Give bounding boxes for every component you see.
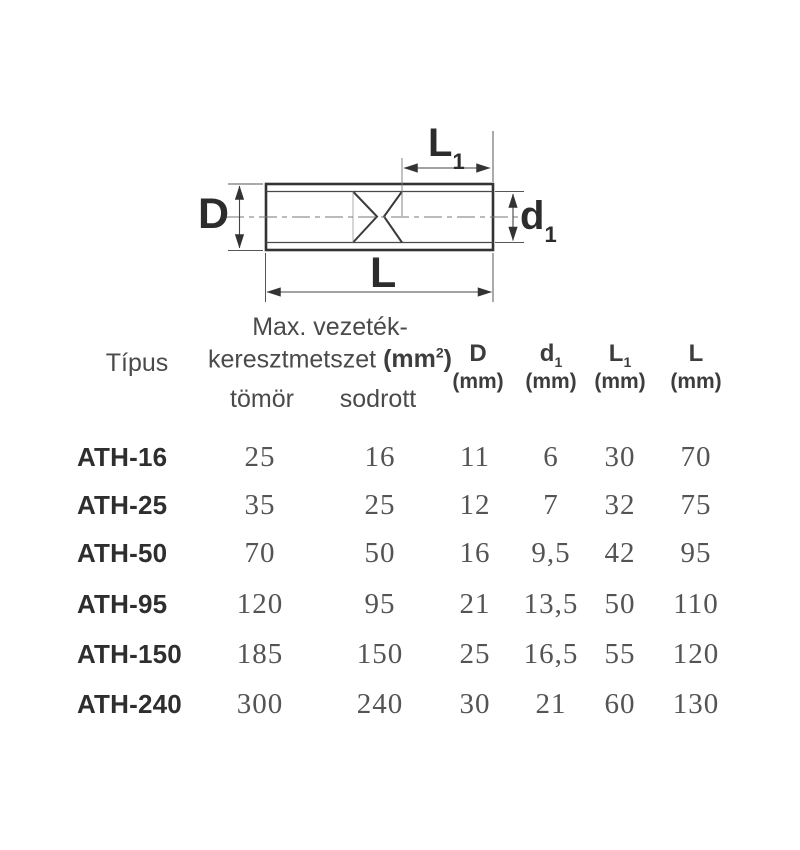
label-d1: d1 xyxy=(520,194,557,247)
cell-L: 120 xyxy=(672,638,720,670)
table-row xyxy=(60,489,734,522)
table-row xyxy=(60,688,734,721)
cell-d1: 6 xyxy=(543,441,559,473)
cell-sodrott: 16 xyxy=(364,441,396,473)
header-cross-section-line1: Max. vezeték- xyxy=(252,313,408,341)
table-row xyxy=(60,588,734,621)
cell-L: 70 xyxy=(680,441,712,473)
label-L: L xyxy=(370,249,397,297)
header-col-D: D (mm) xyxy=(452,340,504,393)
header-sodrott: sodrott xyxy=(339,385,417,413)
cell-tomor: 70 xyxy=(244,537,276,569)
cell-D: 30 xyxy=(459,688,491,720)
tube-body xyxy=(226,184,520,250)
cell-D: 16 xyxy=(459,537,491,569)
cell-sodrott: 240 xyxy=(356,688,404,720)
cell-d1: 21 xyxy=(535,688,567,720)
cell-type: ATH-50 xyxy=(77,538,168,568)
cell-sodrott: 50 xyxy=(364,537,396,569)
header-tomor: tömör xyxy=(230,385,294,413)
cell-sodrott: 95 xyxy=(364,588,396,620)
table-row xyxy=(60,638,734,671)
cell-d1: 7 xyxy=(543,489,559,521)
cell-L: 95 xyxy=(680,537,712,569)
label-D: D xyxy=(198,190,230,238)
cell-d1: 13,5 xyxy=(523,588,579,620)
cell-tomor: 120 xyxy=(236,588,284,620)
cell-tomor: 35 xyxy=(244,489,276,521)
cell-D: 12 xyxy=(459,489,491,521)
connector-drawing xyxy=(0,0,800,320)
cell-type: ATH-240 xyxy=(77,689,182,719)
cell-L1: 42 xyxy=(604,537,636,569)
cell-type: ATH-16 xyxy=(77,442,168,472)
table-row xyxy=(60,441,734,474)
cell-L1: 50 xyxy=(604,588,636,620)
header-tipus: Típus xyxy=(105,349,169,377)
cell-L: 75 xyxy=(680,489,712,521)
cell-d1: 16,5 xyxy=(523,638,579,670)
cell-L: 130 xyxy=(672,688,720,720)
cell-type: ATH-150 xyxy=(77,639,182,669)
cell-D: 25 xyxy=(459,638,491,670)
cell-L1: 30 xyxy=(604,441,636,473)
cell-sodrott: 25 xyxy=(364,489,396,521)
cell-D: 21 xyxy=(459,588,491,620)
header-col-d1: d1 (mm) xyxy=(525,340,577,393)
cell-tomor: 25 xyxy=(244,441,276,473)
cell-tomor: 185 xyxy=(236,638,284,670)
table-row xyxy=(60,537,734,570)
label-L1: L1 xyxy=(428,121,465,174)
cell-type: ATH-25 xyxy=(77,490,168,520)
cell-D: 11 xyxy=(460,441,490,473)
cell-d1: 9,5 xyxy=(531,537,571,569)
cell-type: ATH-95 xyxy=(77,589,168,619)
header-col-L1: L1 (mm) xyxy=(594,340,646,393)
cell-sodrott: 150 xyxy=(356,638,404,670)
cell-L1: 32 xyxy=(604,489,636,521)
header-cross-section-line2: keresztmetszet $(mm^2)$ xyxy=(208,345,452,374)
cell-L1: 55 xyxy=(604,638,636,670)
cell-L1: 60 xyxy=(604,688,636,720)
header-col-L: L (mm) xyxy=(670,340,722,393)
cell-tomor: 300 xyxy=(236,688,284,720)
cell-L: 110 xyxy=(673,588,719,620)
